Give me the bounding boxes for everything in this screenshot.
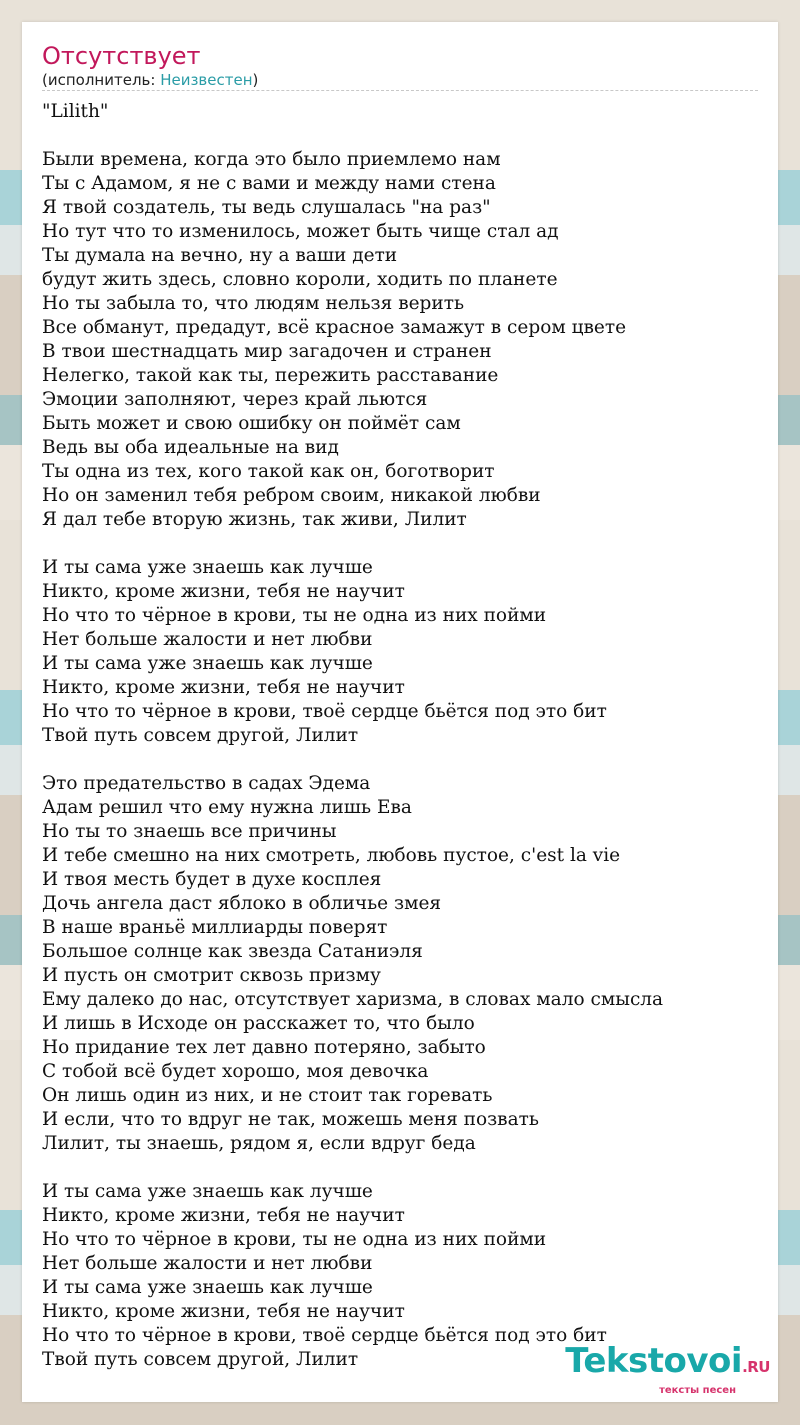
- lyric-line: Большое солнце как звезда Сатаниэля: [42, 941, 423, 962]
- lyrics-text: [42, 100, 758, 1372]
- site-logo[interactable]: [565, 1343, 770, 1396]
- artist-line: [42, 71, 258, 89]
- lyric-line: Ты одна из тех, кого такой как он, боготворит: [42, 461, 495, 482]
- lyric-line: Были времена, когда это было приемлемо нам: [42, 149, 501, 170]
- lyric-line: Никто, кроме жизни, тебя не научит: [42, 1301, 405, 1322]
- logo-name: Tekstovoi: [565, 1341, 743, 1381]
- lyric-line: И твоя месть будет в духе косплея: [42, 869, 382, 890]
- artist-link[interactable]: Неизвестен: [160, 71, 253, 89]
- lyric-line: Никто, кроме жизни, тебя не научит: [42, 677, 405, 698]
- song-title: Отсутствует: [42, 42, 201, 70]
- lyric-line: [42, 1156, 758, 1180]
- lyric-line: Эмоции заполняют, через край льются: [42, 389, 428, 410]
- lyric-line: Никто, кроме жизни, тебя не научит: [42, 1205, 405, 1226]
- lyric-line: И лишь в Исходе он расскажет то, что было: [42, 1013, 475, 1034]
- lyric-line: Быть может и свою ошибку он поймёт сам: [42, 413, 461, 434]
- lyric-line: Нет больше жалости и нет любви: [42, 629, 373, 650]
- lyric-line: Ты с Адамом, я не с вами и между нами стена: [42, 173, 496, 194]
- lyric-line: И ты сама уже знаешь как лучше: [42, 1277, 373, 1298]
- lyric-line: И ты сама уже знаешь как лучше: [42, 557, 373, 578]
- artist-prefix: (исполнитель:: [42, 71, 161, 89]
- lyric-line: Но что то чёрное в крови, ты не одна из них пойми: [42, 1229, 547, 1250]
- lyric-line: Нет больше жалости и нет любви: [42, 1253, 373, 1274]
- lyric-line: В наше враньё миллиарды поверят: [42, 917, 388, 938]
- lyric-line: В твои шестнадцать мир загадочен и странен: [42, 341, 492, 362]
- lyric-line: Твой путь совсем другой, Лилит: [42, 725, 359, 746]
- lyric-line: И если, что то вдруг не так, можешь меня позвать: [42, 1109, 539, 1130]
- lyric-line: Но ты забыла то, что людям нельзя верить: [42, 293, 465, 314]
- lyric-line: [42, 532, 758, 556]
- artist-suffix: ): [252, 71, 259, 89]
- lyric-line: [42, 124, 758, 148]
- lyric-line: И ты сама уже знаешь как лучше: [42, 1181, 373, 1202]
- lyric-line: Я твой создатель, ты ведь слушалась "на раз": [42, 197, 491, 218]
- lyric-line: Но что то чёрное в крови, твоё сердце бьётся под это бит: [42, 1325, 607, 1346]
- lyric-line: "Lilith": [42, 101, 109, 122]
- lyric-line: Никто, кроме жизни, тебя не научит: [42, 581, 405, 602]
- lyric-line: [42, 748, 758, 772]
- lyric-line: Но он заменил тебя ребром своим, никакой любви: [42, 485, 541, 506]
- lyrics-card: [22, 22, 778, 1402]
- lyric-line: И ты сама уже знаешь как лучше: [42, 653, 373, 674]
- logo-tagline: тексты песен: [659, 1385, 736, 1396]
- lyric-line: Это предательство в садах Эдема: [42, 773, 371, 794]
- lyric-line: Я дал тебе вторую жизнь, так живи, Лилит: [42, 509, 467, 530]
- lyric-line: Адам решил что ему нужна лишь Ева: [42, 797, 412, 818]
- title-divider: [42, 90, 758, 91]
- lyric-line: Но что то чёрное в крови, ты не одна из них пойми: [42, 605, 547, 626]
- lyric-line: И пусть он смотрит сквозь призму: [42, 965, 381, 986]
- lyric-line: Ему далеко до нас, отсутствует харизма, в словах мало смысла: [42, 989, 664, 1010]
- lyric-line: Но придание тех лет давно потеряно, забыто: [42, 1037, 486, 1058]
- lyric-line: И тебе смешно на них смотреть, любовь пустое, c'est la vie: [42, 845, 621, 866]
- lyric-line: С тобой всё будет хорошо, моя девочка: [42, 1061, 429, 1082]
- lyric-line: Дочь ангела даст яблоко в обличье змея: [42, 893, 442, 914]
- logo-wordmark: [565, 1343, 770, 1385]
- lyric-line: Нелегко, такой как ты, пережить расставание: [42, 365, 499, 386]
- lyric-line: Все обманут, предадут, всё красное замажут в сером цвете: [42, 317, 627, 338]
- lyric-line: Ты думала на вечно, ну а ваши дети: [42, 245, 398, 266]
- lyric-line: Но тут что то изменилось, может быть чище стал ад: [42, 221, 559, 242]
- lyric-line: Твой путь совсем другой, Лилит: [42, 1349, 359, 1370]
- logo-tld: .RU: [742, 1358, 770, 1376]
- lyric-line: Лилит, ты знаешь, рядом я, если вдруг беда: [42, 1133, 476, 1154]
- lyric-line: Но ты то знаешь все причины: [42, 821, 337, 842]
- lyric-line: Он лишь один из них, и не стоит так горевать: [42, 1085, 493, 1106]
- lyric-line: Но что то чёрное в крови, твоё сердце бьётся под это бит: [42, 701, 607, 722]
- lyric-line: будут жить здесь, словно короли, ходить по планете: [42, 269, 558, 290]
- lyric-line: Ведь вы оба идеальные на вид: [42, 437, 339, 458]
